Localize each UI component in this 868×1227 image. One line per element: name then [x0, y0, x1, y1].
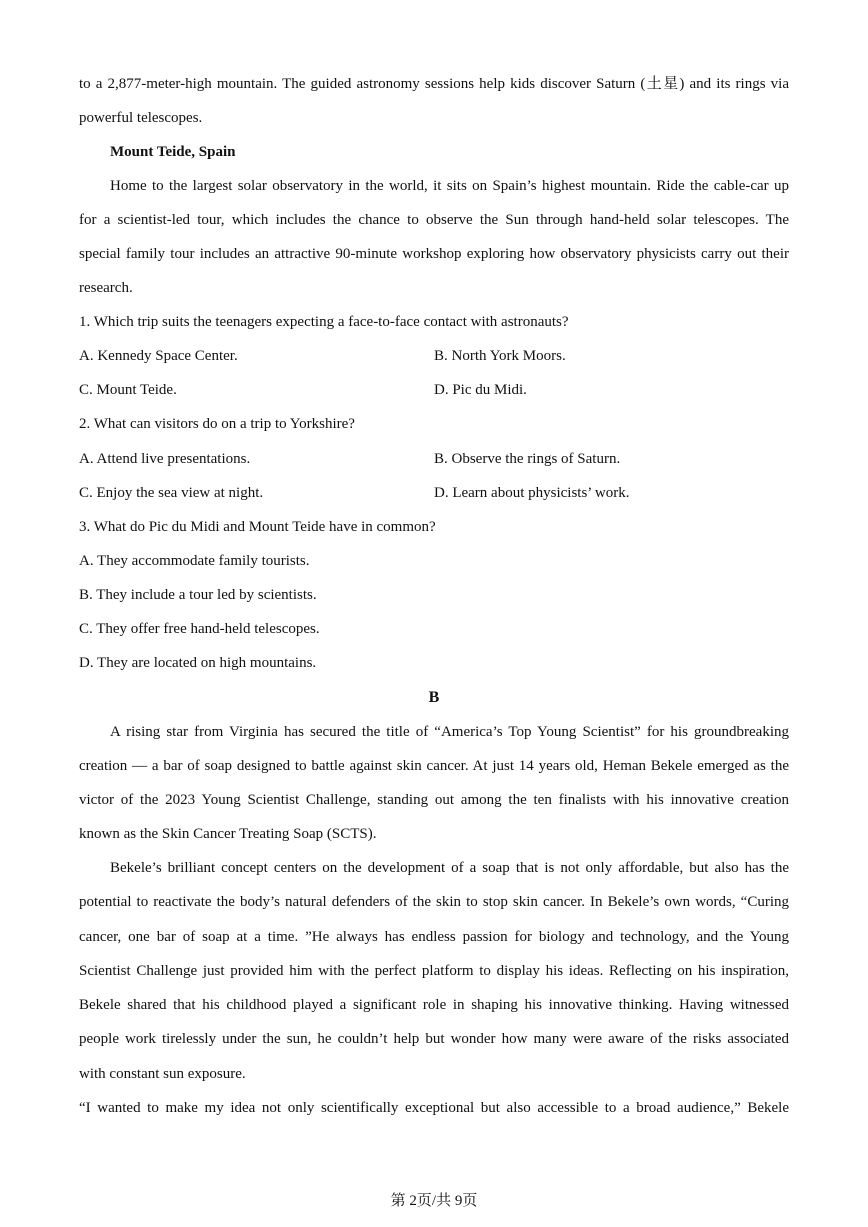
- b-p2-line-1: Bekele’s brilliant concept centers on the development of a soap that is not only affordable, but also has the: [110, 860, 789, 876]
- question-2-stem: 2. What can visitors do on a trip to Yorkshire?: [79, 416, 355, 432]
- teide-line-3: special family tour includes an attractive 90-minute workshop exploring how observatory physicists carry out their: [79, 246, 789, 262]
- intro-line-2: powerful telescopes.: [79, 110, 203, 126]
- question-2-option-c: C. Enjoy the sea view at night.: [79, 485, 264, 501]
- b-p1-line-1: A rising star from Virginia has secured the title of “America’s Top Young Scientist” for his groundbreaking: [110, 724, 789, 740]
- section-b-heading: B: [428, 689, 440, 706]
- question-1-stem: 1. Which trip suits the teenagers expecting a face-to-face contact with astronauts?: [79, 314, 569, 330]
- page-number: 第 2页/共 9页: [390, 1193, 478, 1209]
- question-2-option-b: B. Observe the rings of Saturn.: [434, 451, 621, 467]
- question-3-option-d: D. They are located on high mountains.: [79, 655, 317, 671]
- question-2-option-a: A. Attend live presentations.: [79, 451, 251, 467]
- question-2-option-d: D. Learn about physicists’ work.: [434, 485, 630, 501]
- b-p2-line-7: with constant sun exposure.: [79, 1066, 246, 1082]
- b-p1-line-4: known as the Skin Cancer Treating Soap (SCTS).: [79, 826, 377, 842]
- b-p2-line-2: potential to reactivate the body’s natural defenders of the skin to stop skin cancer. In Bekele’s own words, “Curing: [79, 894, 789, 910]
- teide-line-2: for a scientist-led tour, which includes the chance to observe the Sun through hand-held solar telescopes. The: [79, 212, 789, 228]
- intro-line-1: to a 2,877-meter-high mountain. The guided astronomy sessions help kids discover Saturn (土星) and its rings via: [79, 76, 789, 92]
- question-1-option-b: B. North York Moors.: [434, 348, 566, 364]
- question-3-option-c: C. They offer free hand-held telescopes.: [79, 621, 320, 637]
- question-1-option-a: A. Kennedy Space Center.: [79, 348, 238, 364]
- teide-line-1: Home to the largest solar observatory in the world, it sits on Spain’s highest mountain. Ride the cable-car up: [110, 178, 789, 194]
- b-p2-line-4: Scientist Challenge just provided him with the perfect platform to display his ideas. Reflecting on his inspiration,: [79, 963, 789, 979]
- question-1-option-c: C. Mount Teide.: [79, 382, 177, 398]
- b-p1-line-2: creation — a bar of soap designed to battle against skin cancer. At just 14 years old, Heman Bekele emerged as the: [79, 758, 789, 774]
- b-p2-line-5: Bekele shared that his childhood played a significant role in shaping his innovative thinking. Having witnessed: [79, 997, 789, 1013]
- question-3-option-a: A. They accommodate family tourists.: [79, 553, 310, 569]
- b-p2-line-6: people work tirelessly under the sun, he couldn’t help but wonder how many were aware of the risks associated: [79, 1031, 789, 1047]
- b-p3-line-1: “I wanted to make my idea not only scientifically exceptional but also accessible to a broad audience,” Bekele: [79, 1100, 789, 1116]
- question-3-stem: 3. What do Pic du Midi and Mount Teide have in common?: [79, 519, 436, 535]
- b-p2-line-3: cancer, one bar of soap at a time. ”He always has endless passion for biology and technology, and the Young: [79, 929, 789, 945]
- question-1-option-d: D. Pic du Midi.: [434, 382, 527, 398]
- teide-line-4: research.: [79, 280, 133, 296]
- question-3-option-b: B. They include a tour led by scientists.: [79, 587, 317, 603]
- teide-heading: Mount Teide, Spain: [110, 144, 236, 160]
- b-p1-line-3: victor of the 2023 Young Scientist Challenge, standing out among the ten finalists with his innovative creation: [79, 792, 789, 808]
